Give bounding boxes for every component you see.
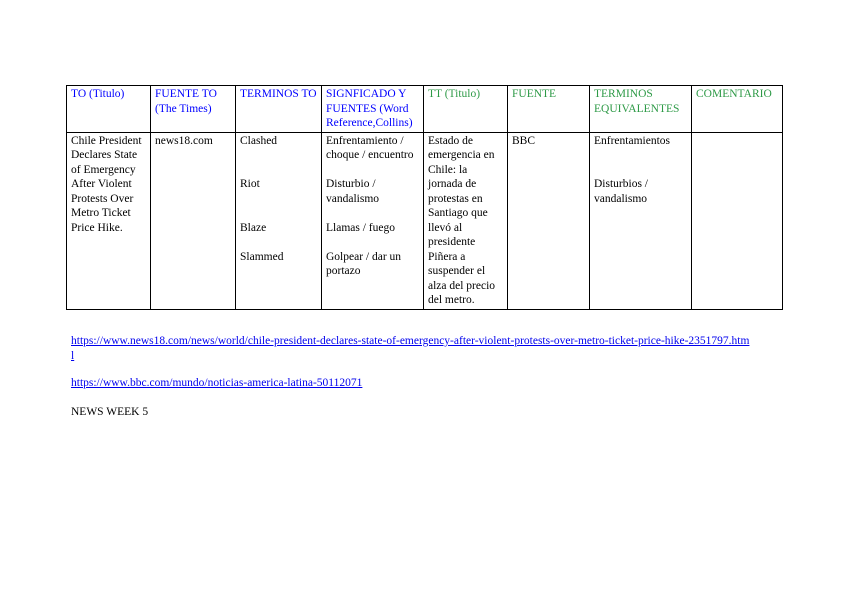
equivalent-riot: Disturbios / vandalismo xyxy=(594,178,648,205)
cell-to-source: news18.com xyxy=(151,132,236,309)
cell-comment xyxy=(692,132,783,309)
source-links xyxy=(71,334,751,363)
meaning-clashed: Enfrentamiento / choque / encuentro xyxy=(326,134,414,161)
bbc-link[interactable]: https://www.bbc.com/mundo/noticias-america-latina-50112071 xyxy=(71,377,363,389)
header-to-title: TO (Titulo) xyxy=(67,86,151,133)
cell-to-title: Chile President Declares State of Emergency After Violent Protests Over Metro Ticket Price Hike. xyxy=(67,132,151,309)
translation-terms-table xyxy=(66,85,783,310)
cell-to-terms xyxy=(236,132,322,309)
meaning-riot: Disturbio / vandalismo xyxy=(326,178,380,205)
news18-link[interactable]: https://www.news18.com/news/world/chile-president-declares-state-of-emergency-after-violent-protests-over-metro-ticket-price-hike-2351797.html xyxy=(71,335,750,362)
cell-tt-title: Estado de emergencia en Chile: la jornada de protestas en Santiago que llevó al presidente Piñera a suspender el alza del precio del metro. xyxy=(424,132,508,309)
term-clashed: Clashed xyxy=(240,134,278,147)
term-blaze: Blaze xyxy=(240,221,267,234)
cell-meanings xyxy=(322,132,424,309)
header-meanings: SIGNFICADO Y FUENTES (Word Reference,Collins) xyxy=(322,86,424,133)
term-riot: Riot xyxy=(240,178,260,190)
term-slammed: Slammed xyxy=(240,250,284,263)
meaning-slammed: Golpear / dar un portazo xyxy=(326,250,402,277)
table-header-row xyxy=(67,86,783,133)
header-equivalents: TERMINOS EQUIVALENTES xyxy=(590,86,692,133)
header-to-terms: TERMINOS TO xyxy=(236,86,322,133)
bbc-link-wrapper xyxy=(71,376,362,391)
header-tt-title: TT (Titulo) xyxy=(424,86,508,133)
header-tt-source: FUENTE xyxy=(508,86,590,133)
cell-equivalents xyxy=(590,132,692,309)
news-week-label: NEWS WEEK 5 xyxy=(71,406,149,418)
meaning-blaze: Llamas / fuego xyxy=(326,221,395,234)
cell-tt-source: BBC xyxy=(508,132,590,309)
table-row xyxy=(67,132,783,309)
header-to-source: FUENTE TO (The Times) xyxy=(151,86,236,133)
header-comment: COMENTARIO xyxy=(692,86,783,133)
equivalent-clashed: Enfrentamientos xyxy=(594,134,671,147)
